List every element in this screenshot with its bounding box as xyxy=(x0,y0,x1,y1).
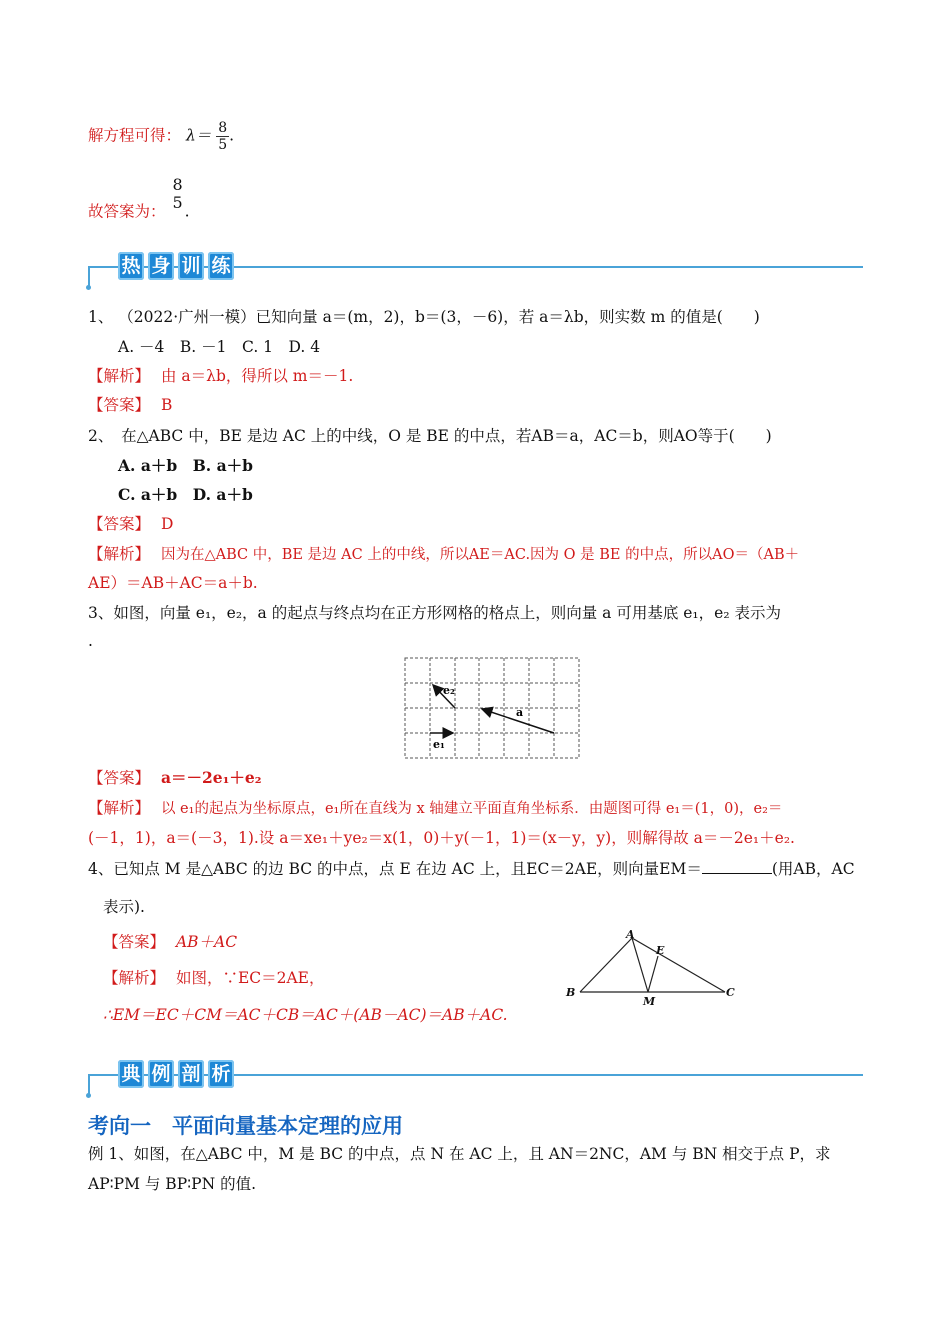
q2-options-row1: A. a＋b B. a＋b xyxy=(118,456,253,475)
header-char: 析 xyxy=(208,1060,234,1088)
analysis-text: 由 a＝λb，得所以 m＝－1. xyxy=(160,367,354,385)
section-header-warmup xyxy=(88,252,863,282)
solve-label: 解方程可得： xyxy=(88,126,182,145)
header-char: 热 xyxy=(118,252,144,280)
q1-analysis xyxy=(88,364,353,386)
fraction-denominator: 5 xyxy=(218,137,228,154)
q2-answer xyxy=(88,512,173,534)
lambda-fraction xyxy=(216,120,229,153)
q2-stem: 2、 在△ABC 中，BE 是边 AC 上的中线，O 是 BE 的中点，若AB＝a，AC＝b，则AO等于( ) xyxy=(88,427,772,445)
header-dot xyxy=(86,285,91,290)
header-rule-vertical xyxy=(88,1074,90,1094)
q4-stem-hint: (用AB，AC xyxy=(771,860,855,878)
topic-title: 考向一 平面向量基本定理的应用 xyxy=(88,1114,403,1138)
header-char: 典 xyxy=(118,1060,144,1088)
answer-text: D xyxy=(160,515,174,533)
q4-stem-line2: 表示). xyxy=(103,898,145,916)
label-C: C xyxy=(726,986,735,999)
analysis-text: 以 e₁的起点为坐标原点，e₁所在直线为 x 轴建立平面直角坐标系．由题图可得 e₁＝(1，0)，e₂＝ xyxy=(160,801,783,817)
q1-options: A. －4 B. －1 C. 1 D. 4 xyxy=(118,338,321,356)
answer-label: 【答案】 xyxy=(88,515,151,533)
q3-answer xyxy=(88,766,262,788)
q2-analysis-line1 xyxy=(88,542,799,564)
q1-stem: 1、 （2022·广州一模）已知向量 a＝(m，2)，b＝(3，－6)，若 a＝λb，则实数 m 的值是( ) xyxy=(88,308,760,326)
label-A: A xyxy=(626,930,635,941)
q1-answer xyxy=(88,393,172,415)
q4-stem-line1 xyxy=(88,857,855,879)
header-char: 训 xyxy=(178,252,204,280)
q4-stem-text: 4、已知点 M 是△ABC 的边 BC 的中点，点 E 在边 AC 上，且EC＝2AE，则向量EM＝ xyxy=(88,860,702,878)
label-E: E xyxy=(656,944,665,957)
period: . xyxy=(229,126,235,145)
analysis-label: 【解析】 xyxy=(88,367,151,385)
example1-line1: 例 1、如图，在△ABC 中，M 是 BC 的中点，点 N 在 AC 上，且 AN＝2NC，AM 与 BN 相交于点 P，求 xyxy=(88,1145,831,1163)
label-e2: e₂ xyxy=(443,684,455,697)
q4-analysis-line2: ∴EM＝EC＋CM＝AC＋CB＝AC＋(AB－AC)＝AB＋AC. xyxy=(103,1006,508,1024)
q3-stem-line1: 3、如图，向量 e₁，e₂，a 的起点与终点均在正方形网格的格点上，则向量 a 可用基底 e₁，e₂ 表示为 xyxy=(88,604,781,622)
answer-text: B xyxy=(160,396,173,414)
header-char: 练 xyxy=(208,252,234,280)
label-e1: e₁ xyxy=(433,738,445,751)
solve-line xyxy=(88,120,234,153)
fraction-numerator: 8 xyxy=(218,120,228,136)
answer-label: 【答案】 xyxy=(88,769,151,787)
analysis-text: 如图，∵EC＝2AE， xyxy=(175,969,325,987)
fraction-numerator: 8 xyxy=(172,175,183,194)
q3-analysis-line1 xyxy=(88,796,782,818)
answer-fraction xyxy=(170,176,184,213)
q2-options-row2: C. a＋b D. a＋b xyxy=(118,485,253,504)
q3-stem-line2: . xyxy=(88,632,93,650)
header-char: 身 xyxy=(148,252,174,280)
analysis-text: 因为在△ABC 中，BE 是边 AC 上的中线，所以AE＝AC.因为 O 是 BE 的中点，所以AO＝（AB＋ xyxy=(160,547,800,563)
q4-analysis-line1 xyxy=(103,966,325,988)
answer-line xyxy=(88,176,190,221)
answer-text: a＝－2e₁＋e₂ xyxy=(160,768,262,787)
analysis-label: 【解析】 xyxy=(88,545,151,563)
section-header-examples xyxy=(88,1060,863,1090)
label-a: a xyxy=(516,706,524,719)
lambda-eq: λ＝ xyxy=(185,126,212,145)
header-rule xyxy=(88,266,863,268)
answer-text: AB＋AC xyxy=(175,933,238,951)
header-rule xyxy=(88,1074,863,1076)
answer-label: 故答案为： xyxy=(88,202,166,221)
label-M: M xyxy=(643,995,656,1008)
header-char: 剖 xyxy=(178,1060,204,1088)
analysis-label: 【解析】 xyxy=(103,969,166,987)
period: . xyxy=(184,202,190,221)
answer-label: 【答案】 xyxy=(103,933,166,951)
header-dot xyxy=(86,1093,91,1098)
header-rule-vertical xyxy=(88,266,90,286)
q2-analysis-line2: AE）＝AB＋AC＝a＋b. xyxy=(88,574,258,592)
fraction-denominator: 5 xyxy=(172,193,183,213)
q4-answer xyxy=(103,930,237,952)
analysis-label: 【解析】 xyxy=(88,799,151,817)
header-char: 例 xyxy=(148,1060,174,1088)
example1-line2: AP∶PM 与 BP∶PN 的值. xyxy=(88,1175,257,1193)
grid-figure xyxy=(403,654,583,764)
triangle-figure xyxy=(560,930,750,1010)
label-B: B xyxy=(566,986,576,999)
answer-blank xyxy=(702,873,772,874)
answer-label: 【答案】 xyxy=(88,396,151,414)
q3-analysis-line2: (－1，1)，a＝(－3，1).设 a＝xe₁＋ye₂＝x(1，0)＋y(－1，1)＝(x－y，y)，则解得故 a＝－2e₁＋e₂. xyxy=(88,829,795,847)
